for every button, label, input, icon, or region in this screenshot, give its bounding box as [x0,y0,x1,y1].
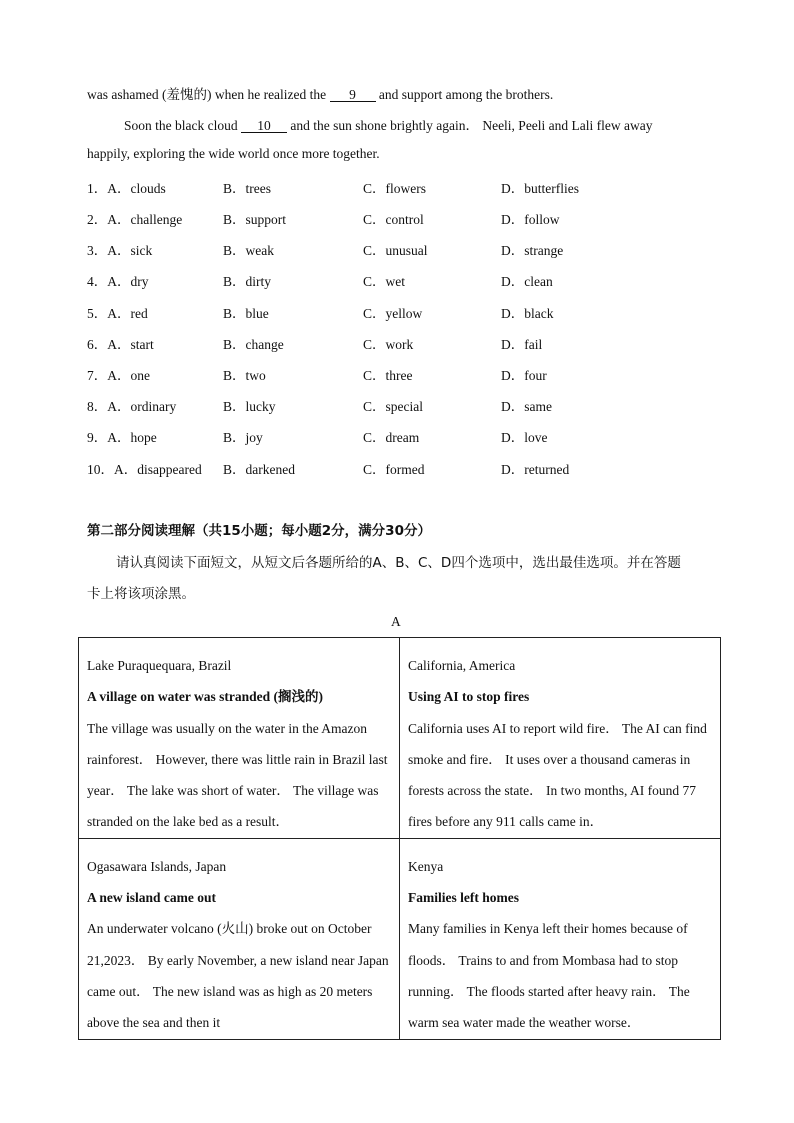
cloze-text: was ashamed (羞愧的) when he realized the [87,87,327,102]
option-row-1 [87,177,707,197]
option-c: C．three [363,368,413,383]
option-c: C．work [363,337,414,352]
option-b: B．darkened [223,462,295,477]
blank-9: 9 [330,88,376,102]
option-a: 7．A．one [87,368,150,383]
option-b: B．trees [223,181,271,196]
option-row-8 [87,395,707,415]
option-d: D．fail [501,337,543,352]
option-d: D．four [501,368,547,383]
news-cell [79,838,400,1039]
option-c: C．control [363,212,424,227]
option-d: D．clean [501,274,553,289]
news-place: Lake Puraquequara, Brazil [87,658,232,673]
option-d: D．black [501,306,554,321]
news-cell [400,638,721,839]
option-b: B．joy [223,430,263,445]
option-a: 3．A．sick [87,243,153,258]
option-row-10 [87,458,707,478]
cloze-text: Soon the black cloud [124,118,238,133]
news-headline: Using AI to stop fires [408,689,530,705]
option-c: C．dream [363,430,420,445]
table-row [79,838,721,1039]
cloze-line-3: happily, exploring the wide world once more together. [87,146,380,161]
option-b: B．dirty [223,274,272,289]
option-a: 6．A．start [87,337,154,352]
option-a: 2．A．challenge [87,212,183,227]
option-row-9 [87,426,707,446]
news-body: California uses AI to report wild fire． The AI can find smoke and fire． It uses over a thousand cameras in forests across the state． In two months, AI found 77 fires before any 911 calls came in． [408,720,707,830]
passage-label: A [391,614,401,629]
option-b: B．weak [223,243,274,258]
option-d: D．strange [501,243,564,258]
option-d: D．butterflies [501,181,579,196]
option-a: 9．A．hope [87,430,157,445]
option-c: C．special [363,399,423,414]
cloze-text: and the sun shone brightly again． Neeli, Peeli and Lali flew away [290,118,653,133]
cloze-line-2 [124,114,653,134]
option-b: B．blue [223,306,269,321]
option-d: D．same [501,399,552,414]
option-c: C．flowers [363,181,426,196]
section-title: 第二部分阅读理解（共15小题；每小题2分，满分30分） [87,523,431,539]
option-c: C．wet [363,274,405,289]
news-place: Ogasawara Islands, Japan [87,858,227,874]
news-body: Many families in Kenya left their homes because of floods． Trains to and from Mombasa had to stop running． The floods started after heavy rain． The warm sea water made the weather worse． [408,921,690,1031]
option-d: D．love [501,430,548,445]
option-d: D．returned [501,462,570,477]
option-b: B．lucky [223,399,276,414]
option-a: 10．A．disappeared [87,462,202,477]
news-cell [79,638,400,839]
option-d: D．follow [501,212,560,227]
option-b: B．two [223,368,266,383]
option-row-4 [87,270,707,290]
news-headline: Families left homes [408,890,519,906]
option-a: 4．A．dry [87,274,149,289]
option-b: B．support [223,212,287,227]
instruction-line-2: 卡上将该项涂黑。 [87,586,195,602]
news-cell [400,838,721,1039]
cloze-text: and support among the brothers. [378,87,554,102]
option-row-6 [87,333,707,353]
news-place: Kenya [408,858,444,874]
news-body: An underwater volcano (火山) broke out on October 21,2023． By early November, a new island near Japan came out． The new island was as high as 20 meters above the sea and then it [87,921,389,1031]
news-body: The village was usually on the water in the Amazon rainforest． However, there was little rain in Brazil last year． The lake was short of water． The village was stranded on the lake bed as a result． [87,720,388,830]
option-row-7 [87,364,707,384]
option-row-2 [87,208,707,228]
option-a: 5．A．red [87,306,148,321]
option-c: C．yellow [363,306,423,321]
option-c: C．formed [363,462,425,477]
option-a: 8．A．ordinary [87,399,177,414]
option-row-5 [87,302,707,322]
news-headline: A new island came out [87,890,217,906]
instruction-line-1: 请认真阅读下面短文，从短文后各题所给的A、B、C、D四个选项中，选出最佳选项。并在答题 [116,555,681,571]
option-c: C．unusual [363,243,428,258]
news-headline: A village on water was stranded (搁浅的) [87,689,323,705]
cloze-line-1 [87,83,553,103]
news-place: California, America [408,658,516,673]
blank-10: 10 [241,119,287,133]
option-b: B．change [223,337,284,352]
option-a: 1．A．clouds [87,181,166,196]
option-row-3 [87,239,707,259]
table-row [79,638,721,839]
news-table [78,637,721,1040]
